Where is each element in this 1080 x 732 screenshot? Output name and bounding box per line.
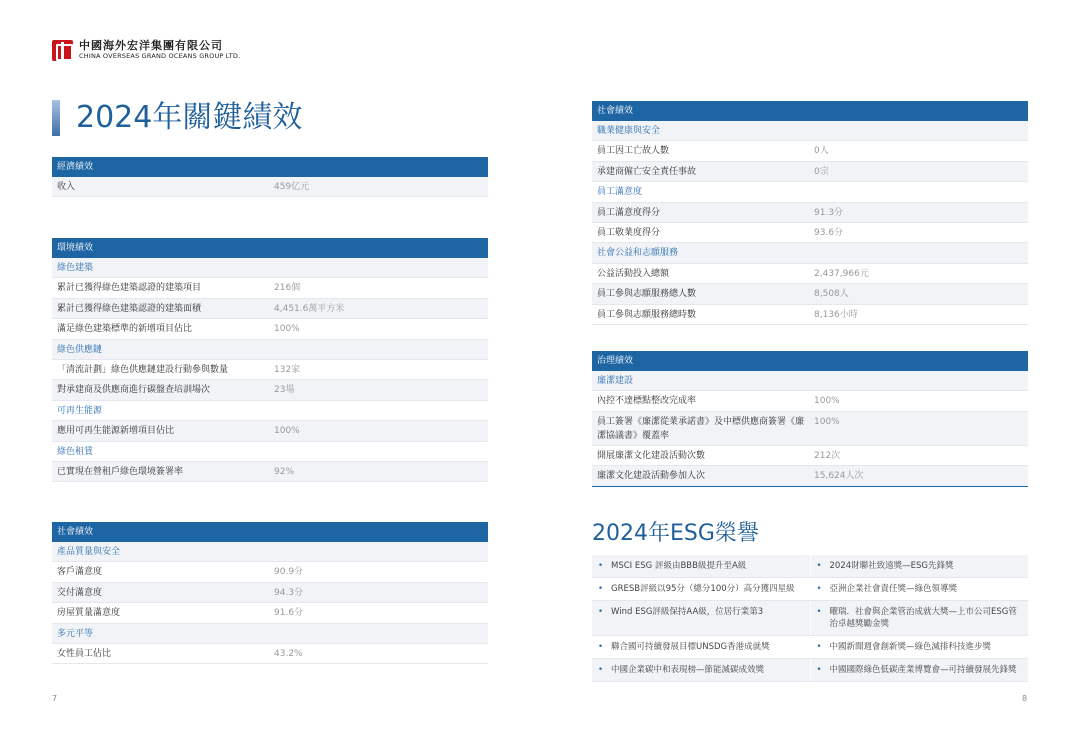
environment-table [52,238,488,482]
page-number-left: 7 [52,694,58,703]
table-row [592,466,1028,486]
row-value: 91.3分 [814,207,844,218]
subheader-row [52,340,488,360]
page-title: 2024年關鍵績效 [76,100,303,135]
governance-table [592,351,1028,487]
table-row [52,177,488,197]
row-value: 94.3分 [274,587,304,598]
row-subheader: 產品質量與安全 [57,547,121,557]
bullet-icon: • [816,561,822,571]
row-label: 內控不達標點整改完成率 [597,396,697,407]
row-label: 員工參與志願服務總時數 [597,309,697,320]
subheader-row [52,542,488,562]
row-value: 8,136小時 [814,309,858,320]
row-label: 廉潔文化建設活動參加人次 [597,471,706,482]
table-row [592,305,1028,325]
row-value: 100% [814,416,840,427]
honor-text: 聯合國可持續發展目標UNSDG香港成就獎 [611,642,770,652]
row-value: 2,437,966元 [814,268,869,279]
row-label: 房屋質量滿意度 [57,608,121,619]
list-item [592,555,1028,578]
row-value: 212次 [814,450,841,461]
table-row [52,583,488,603]
bullet-icon: • [598,642,604,652]
subheader-row [592,371,1028,391]
environment-header: 環境績效 [52,238,488,258]
bullet-icon: • [816,665,822,675]
table-row [592,141,1028,161]
row-subheader: 綠色供應鏈 [57,344,103,355]
social-header: 社會績效 [592,101,1028,121]
subheader-row [52,442,488,462]
row-label: 女性員工佔比 [57,648,112,659]
honor-text: MSCI ESG 評級由BBB級提升至A級 [611,561,747,571]
row-value: 8,508人 [814,289,849,300]
row-subheader: 多元平等 [57,628,94,639]
table-row [52,360,488,380]
bullet-icon: • [598,607,604,617]
bullet-icon: • [598,561,604,571]
row-label: 收入 [57,182,76,192]
row-value: 4,451.6萬平方米 [274,303,345,314]
table-row [52,299,488,319]
row-value: 132家 [274,364,301,375]
row-value: 0宗 [814,166,829,177]
table-row [592,223,1028,243]
row-subheader: 可再生能源 [57,405,103,416]
row-subheader: 綠色租賃 [57,446,94,457]
table-row [52,319,488,339]
row-label: 「清流計劃」綠色供應鏈建設行動參與數量 [57,364,229,375]
table-row [52,462,488,482]
row-value: 43.2% [274,648,303,659]
row-label: 客戶滿意度 [57,567,103,578]
row-label: 應用可再生能源新增項目佔比 [57,426,175,437]
row-value: 100% [814,396,840,407]
bullet-icon: • [598,665,604,675]
row-value: 0人 [814,146,829,157]
esg-honors-title: 2024年ESG榮譽 [592,521,759,546]
row-label: 員工敬業度得分 [597,227,661,238]
table-row [52,421,488,441]
subheader-row [592,182,1028,202]
economic-header: 經濟績效 [52,157,488,177]
table-row [592,391,1028,411]
list-item [592,659,1028,682]
honor-text: 2024財聯社致遠獎—ESG先鋒獎 [829,561,954,571]
table-row [592,284,1028,304]
list-item [592,636,1028,659]
table-row [52,278,488,298]
subheader-row [52,624,488,644]
governance-header: 治理績效 [592,351,1028,371]
row-label: 累計已獲得綠色建築認證的建築項目 [57,283,202,294]
row-label: 開展廉潔文化建設活動次數 [597,450,706,461]
row-value: 93.6分 [814,227,844,238]
row-value: 23場 [274,385,295,396]
bullet-icon: • [816,607,822,617]
logo-cn-name: 中國海外宏洋集團有限公司 [79,39,223,53]
economic-table [52,157,488,197]
honor-text: GRESB評級以95分（總分100分）高分獲四星級 [611,584,795,594]
row-value: 90.9分 [274,567,304,578]
social-header: 社會績效 [52,522,488,542]
row-label: 員工滿意度得分 [597,207,661,218]
logo-en-name: CHINA OVERSEAS GRAND OCEANS GROUP LTD. [79,52,241,61]
subheader-row [592,121,1028,141]
row-value: 92% [274,466,295,477]
row-label: 員工簽署《廉潔從業承諾書》及中標供應商簽署《廉潔協議書》覆蓋率 [597,416,805,441]
row-label: 交付滿意度 [57,587,103,598]
bullet-icon: • [816,584,822,594]
row-label: 累計已獲得綠色建築認證的建築面積 [57,303,202,314]
row-label: 公益活動投入總額 [597,268,670,279]
row-subheader: 社會公益和志願服務 [597,248,679,259]
bullet-icon: • [816,642,822,652]
list-item [592,601,1028,636]
row-value: 91.6分 [274,608,304,619]
subheader-row [592,243,1028,263]
table-row [52,562,488,582]
row-label: 員工因工亡故人數 [597,146,670,157]
row-label: 已實現在營租戶綠色環境簽署率 [57,466,184,477]
table-row [592,203,1028,223]
honor-text: Wind ESG評級保持AA級，位居行業第3 [611,607,764,617]
table-row [52,644,488,664]
title-accent-bar [52,100,60,136]
table-row [592,264,1028,284]
honor-text: 曜瑞．社會與企業管治成就大獎—上市公司ESG管治卓越獎勵金獎 [829,607,1017,629]
row-label: 滿足綠色建築標準的新增項目佔比 [57,324,193,335]
esg-honors-list [592,555,1028,682]
subheader-row [52,401,488,421]
logo-mark-icon [52,40,73,61]
row-label: 承建商僱亡安全責任事故 [597,166,697,177]
bullet-icon: • [598,584,604,594]
social-table-right [592,101,1028,325]
list-item [592,578,1028,601]
table-row [52,603,488,623]
subheader-row [52,258,488,278]
row-value: 100% [274,426,300,437]
row-value: 459亿元 [274,182,310,192]
honor-text: 中國新聞週會創新獎—綠色減排科技進步獎 [829,642,992,652]
row-subheader: 職業健康與安全 [597,126,661,136]
honor-text: 中國企業碳中和表現榜—節能減碳成效獎 [611,665,765,675]
row-subheader: 廉潔建設 [597,376,634,386]
company-logo [52,38,240,62]
row-value: 216個 [274,283,301,294]
page-number-right: 8 [1022,694,1028,703]
table-row [592,412,1028,446]
row-subheader: 綠色建築 [57,263,94,273]
honor-text: 亞洲企業社會責任獎—綠色領導獎 [829,584,958,594]
table-row [52,380,488,400]
social-table-left [52,522,488,664]
row-value: 15,624人次 [814,471,864,482]
table-row [592,162,1028,182]
row-label: 員工參與志願服務總人數 [597,289,697,300]
table-row [592,446,1028,466]
honor-text: 中國國際綠色低碳產業博覽會—可持續發展先鋒獎 [829,665,1017,675]
row-value: 100% [274,324,300,335]
row-subheader: 員工滿意度 [597,187,643,198]
row-label: 對承建商及供應商進行碳盤查培訓場次 [57,385,211,396]
